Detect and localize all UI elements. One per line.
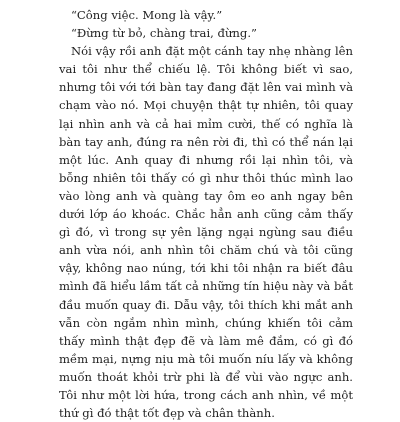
narrative-paragraph: Nói vậy rồi anh đặt một cánh tay nhẹ nhàng lên vai tôi như thể chiếu lệ. Tôi không biết vì sao, nhưng tôi với tới bàn tay đang đặt lên vai mình và chạm vào nó. Mọi chuyện thật tự nhiên, tôi quay lại nhìn anh và cả hai mỉm cười, thế có nghĩa là bàn tay anh, đúng ra nên rời đi, thì có thể nán lại một lúc. Anh quay đi nhưng rồi lại nhìn tôi, và bỗng nhiên tôi thấy có gì như thôi thúc mình lao vào lòng anh và quàng tay ôm eo anh ngay bên dưới lớp áo khoác. Chắc hẳn anh cũng cảm thấy gì đó, vì trong sự yên lặng ngại ngùng sau điều anh vừa nói, anh nhìn tôi chăm chú và tôi cũng vậy, không nao núng, tới khi tôi nhận ra biết đâu mình đã hiểu lầm tất cả những tín hiệu này và bắt đầu muốn quay đi. Dẫu vậy, tôi thích khi mắt anh vẫn còn ngắm nhìn mình, chúng khiến tôi cảm thấy mình thật đẹp đẽ và làm mê đắm, có gì đó mềm mại, nựng nịu mà tôi muốn níu lấy và không muốn thoát khỏi trừ phi là để vùi vào ngực anh. Tôi như một lời hứa, trong cách anh nhìn, về một thứ gì đó thật tốt đẹp và chân thành. (59, 44, 353, 421)
dialogue-line-1: “Công việc. Mong là vậy.” (71, 8, 223, 22)
body-text (59, 6, 353, 422)
dialogue-line-2: “Đừng từ bỏ, chàng trai, đừng.” (71, 26, 257, 41)
